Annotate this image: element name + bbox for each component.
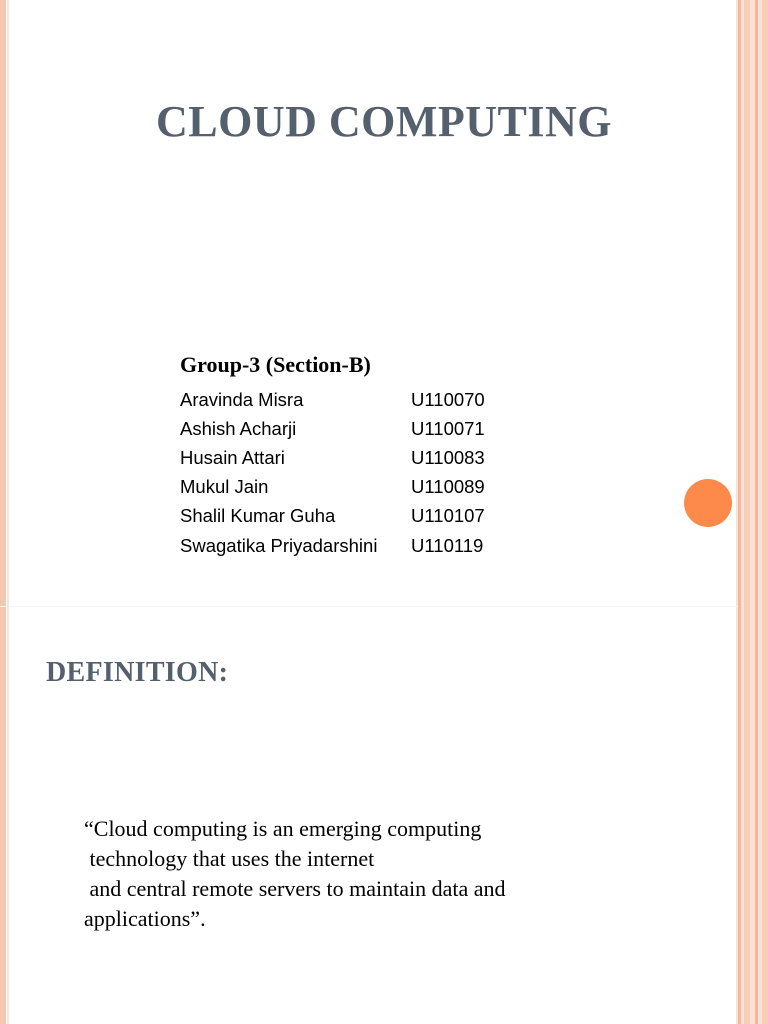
member-id: U110119	[411, 534, 484, 556]
slide-divider	[0, 606, 738, 607]
member-row	[180, 502, 540, 531]
right-decorative-stripe	[762, 0, 768, 1024]
member-row	[180, 385, 540, 414]
member-name: Swagatika Priyadarshini	[180, 534, 378, 556]
definition-quote	[84, 814, 644, 934]
member-id: U110089	[411, 476, 485, 498]
member-id: U110071	[411, 417, 485, 439]
member-name: Shalil Kumar Guha	[180, 505, 336, 527]
member-row	[180, 531, 540, 560]
left-decorative-stripe-thin	[7, 0, 9, 1024]
definition-heading: DEFINITION:	[46, 657, 229, 688]
member-row	[180, 414, 540, 443]
member-name: Ashish Acharji	[180, 417, 297, 439]
right-decorative-stripe	[738, 0, 741, 1024]
left-decorative-stripe	[0, 0, 6, 1024]
slide-title: CLOUD COMPUTING	[155, 97, 613, 146]
member-id: U110083	[411, 446, 485, 468]
quote-line: technology that uses the internet	[84, 846, 375, 871]
quote-line: and central remote servers to maintain data and	[84, 876, 506, 901]
quote-line: “Cloud computing is an emerging computing	[84, 816, 482, 841]
member-row	[180, 443, 540, 472]
member-list	[180, 385, 540, 560]
member-id: U110107	[411, 505, 485, 527]
member-id: U110070	[411, 388, 485, 410]
member-name: Mukul Jain	[180, 476, 269, 498]
member-name: Aravinda Misra	[180, 388, 304, 410]
group-heading: Group-3 (Section-B)	[180, 352, 371, 377]
orange-circle-icon	[684, 479, 732, 527]
quote-line: applications”.	[84, 906, 206, 931]
member-name: Husain Attari	[180, 446, 285, 468]
right-decorative-stripe	[755, 0, 758, 1024]
right-decorative-stripe	[744, 0, 750, 1024]
member-row	[180, 473, 540, 502]
